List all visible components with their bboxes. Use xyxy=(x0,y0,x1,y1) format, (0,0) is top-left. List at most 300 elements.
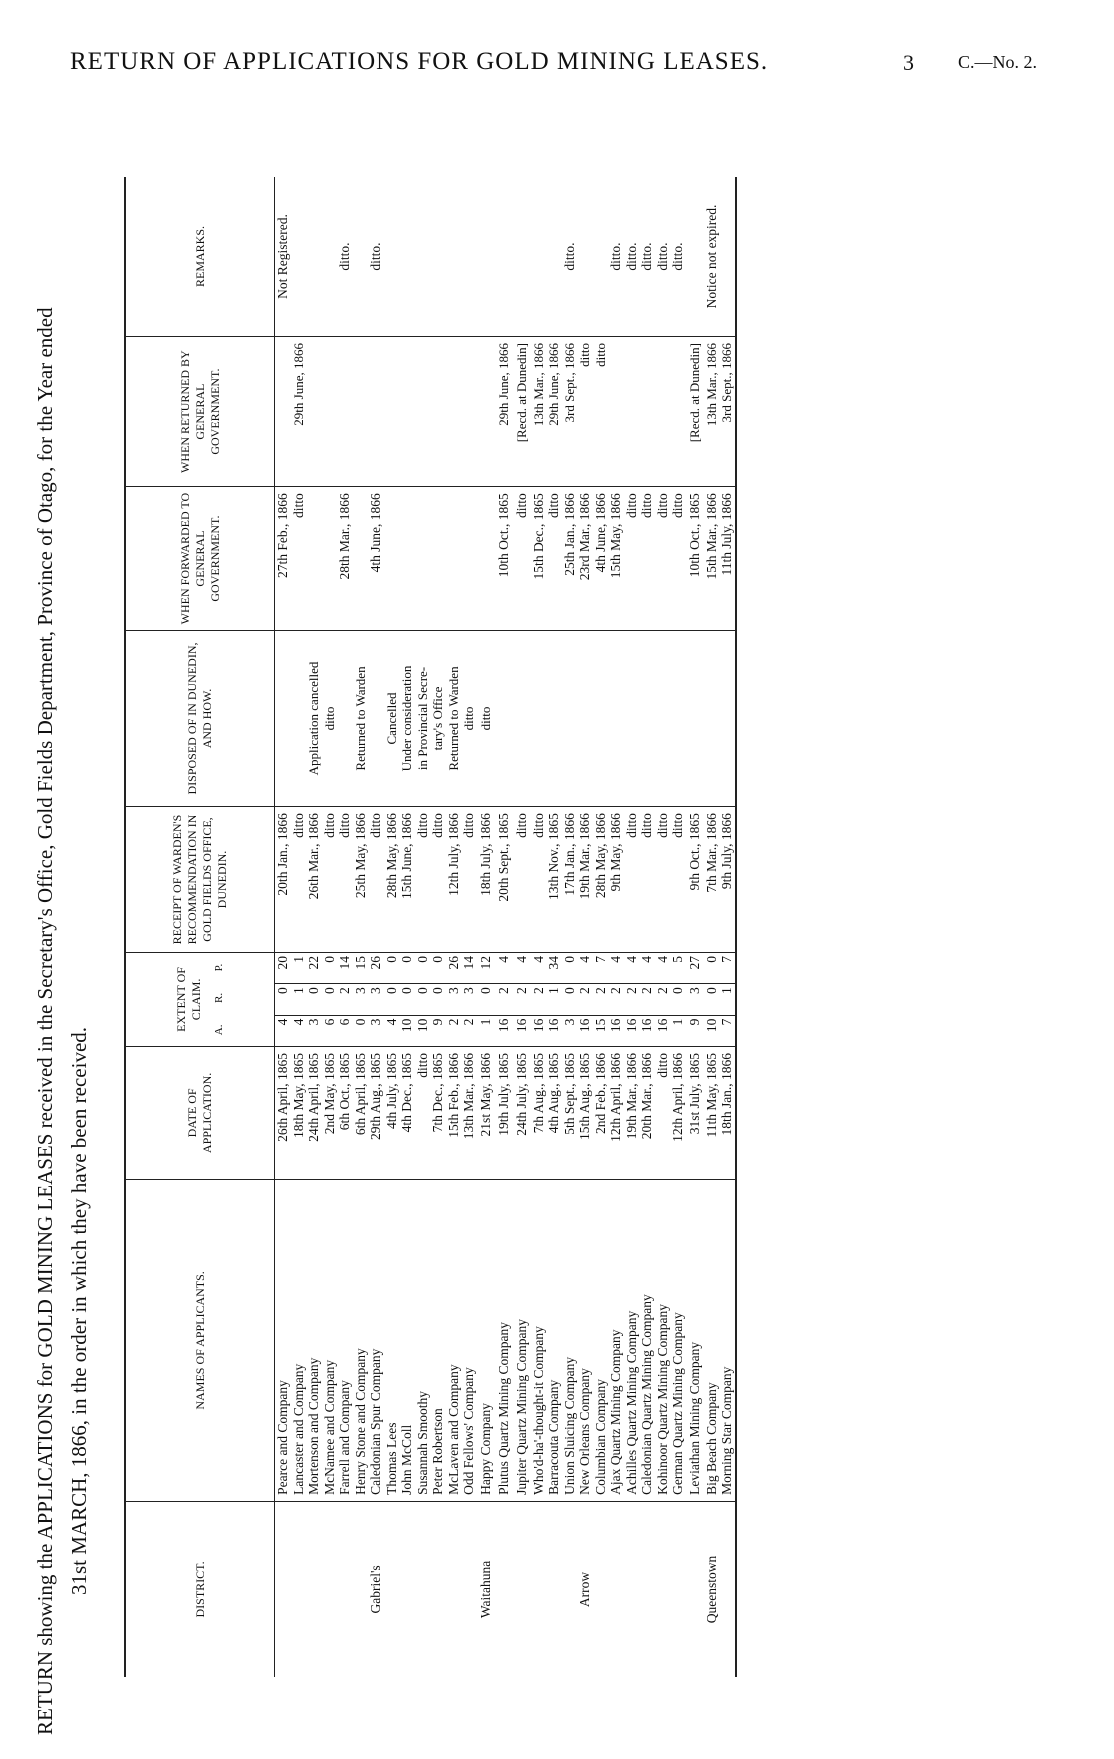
application-date-cell: 24th July, 1865 xyxy=(513,1046,531,1179)
remarks-cell: ditto. xyxy=(608,177,624,337)
roods-cell: 1 xyxy=(291,984,307,1015)
district-cell xyxy=(546,1501,562,1677)
receipt-date-cell: ditto xyxy=(670,807,686,953)
disposed-cell xyxy=(291,630,307,806)
disposed-cell xyxy=(639,630,655,806)
forwarded-date-cell: 10th Oct., 1865 xyxy=(495,487,513,631)
returned-date-cell xyxy=(446,337,462,487)
col-disposed: DISPOSED OF IN DUNEDIN, AND HOW. xyxy=(125,630,275,806)
receipt-date-cell: ditto xyxy=(415,807,431,953)
receipt-date-cell: 18th July, 1866 xyxy=(477,807,495,953)
remarks-cell xyxy=(322,177,338,337)
remarks-cell xyxy=(719,177,736,337)
disposed-cell xyxy=(704,630,720,806)
district-cell xyxy=(531,1501,547,1677)
perches-cell: 14 xyxy=(461,952,477,983)
perches-cell: 20 xyxy=(275,952,291,983)
disposed-cell xyxy=(624,630,640,806)
acres-cell: 7 xyxy=(719,1015,736,1046)
remarks-cell: ditto. xyxy=(639,177,655,337)
receipt-date-cell: ditto xyxy=(322,807,338,953)
roods-cell: 3 xyxy=(353,984,369,1015)
perches-cell: 12 xyxy=(477,952,495,983)
acres-cell: 3 xyxy=(306,1015,322,1046)
remarks-cell xyxy=(686,177,704,337)
applicant-name-cell: McNamee and Company xyxy=(322,1179,338,1501)
applicant-name-cell: Mortenson and Company xyxy=(306,1179,322,1501)
district-cell xyxy=(655,1501,671,1677)
returned-date-cell xyxy=(368,337,384,487)
applicant-name-cell: Pearce and Company xyxy=(275,1179,291,1501)
returned-date-cell xyxy=(624,337,640,487)
disposed-cell xyxy=(593,630,609,806)
col-forwarded: WHEN FORWARDED TO GENERAL GOVERNMENT. xyxy=(125,487,275,631)
table-row xyxy=(446,177,462,1677)
district-cell xyxy=(337,1501,353,1677)
receipt-date-cell: 15th June, 1866 xyxy=(399,807,415,953)
applicant-name-cell: Thomas Lees xyxy=(384,1179,400,1501)
district-cell xyxy=(624,1501,640,1677)
returned-date-cell xyxy=(306,337,322,487)
acres-cell: 10 xyxy=(415,1015,431,1046)
district-cell xyxy=(446,1501,462,1677)
perches-cell: 0 xyxy=(399,952,415,983)
district-cell xyxy=(686,1501,704,1677)
perches-cell: 4 xyxy=(495,952,513,983)
application-date-cell: 4th Dec., 1865 xyxy=(399,1046,415,1179)
receipt-date-cell: 20th Jan., 1866 xyxy=(275,807,291,953)
receipt-date-cell: ditto xyxy=(655,807,671,953)
col-extent-units xyxy=(212,953,227,1046)
rotated-return-table xyxy=(28,95,1078,1735)
applicant-name-cell: Plutus Quartz Mining Company xyxy=(495,1179,513,1501)
acres-cell: 2 xyxy=(461,1015,477,1046)
roods-cell: 0 xyxy=(322,984,338,1015)
district-cell xyxy=(384,1501,400,1677)
remarks-cell xyxy=(306,177,322,337)
forwarded-date-cell: ditto xyxy=(546,487,562,631)
table-row xyxy=(291,177,307,1677)
forwarded-date-cell xyxy=(430,487,446,631)
acres-cell: 16 xyxy=(513,1015,531,1046)
applicant-name-cell: John McColl xyxy=(399,1179,415,1501)
forwarded-date-cell: 4th June, 1866 xyxy=(593,487,609,631)
table-body xyxy=(275,177,736,1677)
roods-cell: 2 xyxy=(337,984,353,1015)
application-date-cell: 29th Aug., 1865 xyxy=(368,1046,384,1179)
table-row xyxy=(655,177,671,1677)
receipt-date-cell: ditto xyxy=(639,807,655,953)
remarks-cell: ditto. xyxy=(337,177,353,337)
applicant-name-cell: Jupiter Quartz Mining Company xyxy=(513,1179,531,1501)
returned-date-cell xyxy=(384,337,400,487)
acres-cell: 16 xyxy=(495,1015,513,1046)
district-cell xyxy=(562,1501,578,1677)
application-date-cell: 4th July, 1865 xyxy=(384,1046,400,1179)
district-cell: Arrow xyxy=(577,1571,593,1608)
table-row xyxy=(624,177,640,1677)
perches-cell: 14 xyxy=(337,952,353,983)
table-row xyxy=(546,177,562,1677)
remarks-cell xyxy=(513,177,531,337)
forwarded-date-cell: ditto xyxy=(670,487,686,631)
application-date-cell: 6th Oct., 1865 xyxy=(337,1046,353,1179)
disposed-cell xyxy=(275,630,291,806)
disposed-cell: ditto xyxy=(461,630,477,806)
application-date-cell: 4th Aug., 1865 xyxy=(546,1046,562,1179)
disposed-cell xyxy=(495,630,513,806)
disposed-cell xyxy=(577,630,593,806)
col-receipt: RECEIPT OF WARDEN'S RECOMMENDATION IN GOLD FIELDS OFFICE, DUNEDIN. xyxy=(125,807,275,953)
acres-cell: 16 xyxy=(624,1015,640,1046)
remarks-cell xyxy=(546,177,562,337)
col-names: NAMES OF APPLICANTS. xyxy=(125,1179,275,1501)
perches-cell: 7 xyxy=(593,952,609,983)
district-cell xyxy=(415,1501,431,1677)
returned-date-cell xyxy=(670,337,686,487)
disposed-cell xyxy=(562,630,578,806)
application-date-cell: ditto xyxy=(415,1046,431,1179)
remarks-cell: ditto. xyxy=(655,177,671,337)
applicant-name-cell: Who'd-ha'-thought-it Company xyxy=(531,1179,547,1501)
perches-cell: 4 xyxy=(531,952,547,983)
returned-date-cell xyxy=(639,337,655,487)
application-date-cell: 12th April, 1866 xyxy=(670,1046,686,1179)
remarks-cell xyxy=(577,177,593,337)
perches-cell: 27 xyxy=(686,952,704,983)
table-row xyxy=(670,177,686,1677)
disposed-cell xyxy=(655,630,671,806)
returned-date-cell: 29th June, 1866 xyxy=(546,337,562,487)
application-date-cell: ditto xyxy=(655,1046,671,1179)
application-date-cell: 2nd Feb., 1866 xyxy=(593,1046,609,1179)
forwarded-date-cell: 15th Dec., 1865 xyxy=(531,487,547,631)
returned-date-cell xyxy=(399,337,415,487)
receipt-date-cell: ditto xyxy=(513,807,531,953)
returned-date-cell xyxy=(275,337,291,487)
applicant-name-cell: Ajax Quartz Mining Company xyxy=(608,1179,624,1501)
acres-cell: 4 xyxy=(384,1015,400,1046)
acres-cell: 16 xyxy=(531,1015,547,1046)
disposed-cell: Application cancelled xyxy=(306,630,322,806)
remarks-cell: ditto. xyxy=(670,177,686,337)
remarks-cell xyxy=(399,177,415,337)
col-remarks: REMARKS. xyxy=(125,177,275,337)
perches-cell: 4 xyxy=(639,952,655,983)
col-extent-label: EXTENT OF CLAIM. xyxy=(173,967,203,1032)
forwarded-date-cell xyxy=(322,487,338,631)
perches-cell: 5 xyxy=(670,952,686,983)
application-date-cell: 19th July, 1865 xyxy=(495,1046,513,1179)
returned-date-cell xyxy=(415,337,431,487)
returned-date-cell xyxy=(608,337,624,487)
receipt-date-cell: 9th Oct., 1865 xyxy=(686,807,704,953)
returned-date-cell: 13th Mar., 1866 xyxy=(704,337,720,487)
table-row xyxy=(353,177,369,1677)
applicant-name-cell: Big Beach Company xyxy=(704,1179,720,1501)
remarks-cell xyxy=(495,177,513,337)
disposed-cell: ditto xyxy=(322,630,338,806)
roods-cell: 0 xyxy=(704,984,720,1015)
roods-cell: 3 xyxy=(686,984,704,1015)
receipt-date-cell: 9th July, 1866 xyxy=(719,807,736,953)
application-date-cell: 31st July, 1865 xyxy=(686,1046,704,1179)
perches-cell: 4 xyxy=(513,952,531,983)
roods-cell: 1 xyxy=(546,984,562,1015)
disposed-cell xyxy=(513,630,531,806)
acres-cell: 9 xyxy=(686,1015,704,1046)
district-cell xyxy=(461,1501,477,1677)
forwarded-date-cell xyxy=(399,487,415,631)
applicant-name-cell: Kohinoor Quartz Mining Company xyxy=(655,1179,671,1501)
disposed-cell xyxy=(670,630,686,806)
acres-cell: 6 xyxy=(337,1015,353,1046)
returned-date-cell xyxy=(655,337,671,487)
perches-cell: 4 xyxy=(577,952,593,983)
disposed-cell xyxy=(608,630,624,806)
roods-cell: 0 xyxy=(384,984,400,1015)
disposed-cell: tary's Office xyxy=(430,630,446,806)
receipt-date-cell: ditto xyxy=(337,807,353,953)
applicant-name-cell: German Quartz Mining Company xyxy=(670,1179,686,1501)
acres-cell: 3 xyxy=(368,1015,384,1046)
remarks-cell xyxy=(446,177,462,337)
acres-cell: 9 xyxy=(430,1015,446,1046)
remarks-cell xyxy=(461,177,477,337)
forwarded-date-cell xyxy=(353,487,369,631)
disposed-cell: Cancelled xyxy=(384,630,400,806)
forwarded-date-cell xyxy=(415,487,431,631)
disposed-cell: Under consideration xyxy=(399,630,415,806)
unit-acres: A. xyxy=(212,1024,225,1036)
perches-cell: 26 xyxy=(446,952,462,983)
forwarded-date-cell xyxy=(384,487,400,631)
applicant-name-cell: Achilles Quartz Mining Company xyxy=(624,1179,640,1501)
table-row xyxy=(719,177,736,1677)
forwarded-date-cell: 4th June, 1866 xyxy=(368,487,384,631)
application-date-cell: 19th Mar., 1866 xyxy=(624,1046,640,1179)
receipt-date-cell: ditto xyxy=(291,807,307,953)
table-row xyxy=(275,177,291,1677)
acres-cell: 1 xyxy=(670,1015,686,1046)
district-cell xyxy=(495,1501,513,1677)
applicant-name-cell: Henry Stone and Company xyxy=(353,1179,369,1501)
receipt-date-cell: ditto xyxy=(461,807,477,953)
district-cell: Gabriel's xyxy=(368,1565,384,1614)
acres-cell: 3 xyxy=(562,1015,578,1046)
table-row xyxy=(384,177,400,1677)
applicant-name-cell: New Orleans Company xyxy=(577,1179,593,1501)
application-date-cell: 26th April, 1865 xyxy=(275,1046,291,1179)
perches-cell: 4 xyxy=(624,952,640,983)
table-row xyxy=(477,177,495,1677)
receipt-date-cell: 17th Jan., 1866 xyxy=(562,807,578,953)
acres-cell: 4 xyxy=(291,1015,307,1046)
roods-cell: 2 xyxy=(593,984,609,1015)
application-date-cell: 15th Aug., 1865 xyxy=(577,1046,593,1179)
perches-cell: 0 xyxy=(415,952,431,983)
forwarded-date-cell: ditto xyxy=(624,487,640,631)
roods-cell: 0 xyxy=(477,984,495,1015)
acres-cell: 2 xyxy=(446,1015,462,1046)
table-header-row xyxy=(125,177,275,1677)
table-row xyxy=(322,177,338,1677)
district-cell: Waitahuna xyxy=(478,1560,493,1619)
table-row xyxy=(513,177,531,1677)
forwarded-date-cell: ditto xyxy=(655,487,671,631)
disposed-cell: Returned to Warden xyxy=(353,630,369,806)
application-date-cell: 12th April, 1866 xyxy=(608,1046,624,1179)
receipt-date-cell: 13th Nov., 1865 xyxy=(546,807,562,953)
acres-cell: 16 xyxy=(608,1015,624,1046)
forwarded-date-cell: 10th Oct., 1865 xyxy=(686,487,704,631)
forwarded-date-cell: 23rd Mar., 1866 xyxy=(577,487,593,631)
returned-date-cell: ditto xyxy=(593,337,609,487)
table-row xyxy=(531,177,547,1677)
table-row xyxy=(415,177,431,1677)
col-district: DISTRICT. xyxy=(125,1501,275,1677)
applicant-name-cell: Leviathan Mining Company xyxy=(686,1179,704,1501)
remarks-cell: Notice not expired. xyxy=(704,177,720,337)
forwarded-date-cell: 25th Jan., 1866 xyxy=(562,487,578,631)
applicant-name-cell: Caledonian Spur Company xyxy=(368,1179,384,1501)
roods-cell: 2 xyxy=(624,984,640,1015)
roods-cell: 2 xyxy=(513,984,531,1015)
application-date-cell: 18th Jan., 1866 xyxy=(719,1046,736,1179)
receipt-date-cell: 7th Mar., 1866 xyxy=(704,807,720,953)
roods-cell: 2 xyxy=(608,984,624,1015)
district-cell xyxy=(399,1501,415,1677)
roods-cell: 3 xyxy=(446,984,462,1015)
perches-cell: 0 xyxy=(562,952,578,983)
document-reference: C.—No. 2. xyxy=(958,52,1038,72)
page-header xyxy=(0,48,1114,82)
returned-date-cell xyxy=(353,337,369,487)
roods-cell: 3 xyxy=(461,984,477,1015)
returned-date-cell: 29th June, 1866 xyxy=(495,337,513,487)
caption-line-1: RETURN showing the APPLICATIONS for GOLD MINING LEASES received in the Secretary's Office, Gold Fields Department, Province of Otago, for the Year ended xyxy=(33,307,57,1735)
forwarded-date-cell: ditto xyxy=(291,487,307,631)
application-date-cell: 15th Feb., 1866 xyxy=(446,1046,462,1179)
table-row xyxy=(686,177,704,1677)
district-cell xyxy=(306,1501,322,1677)
roods-cell: 2 xyxy=(495,984,513,1015)
perches-cell: 7 xyxy=(719,952,736,983)
applicant-name-cell: Lancaster and Company xyxy=(291,1179,307,1501)
applicant-name-cell: Susannah Smoothy xyxy=(415,1179,431,1501)
returned-date-cell xyxy=(322,337,338,487)
roods-cell: 0 xyxy=(430,984,446,1015)
roods-cell: 0 xyxy=(562,984,578,1015)
remarks-cell xyxy=(291,177,307,337)
district-cell xyxy=(322,1501,338,1677)
roods-cell: 0 xyxy=(670,984,686,1015)
receipt-date-cell: 26th Mar., 1866 xyxy=(306,807,322,953)
district-cell xyxy=(670,1501,686,1677)
forwarded-date-cell xyxy=(306,487,322,631)
perches-cell: 4 xyxy=(608,952,624,983)
applicant-name-cell: Morning Star Company xyxy=(719,1179,736,1501)
returned-date-cell xyxy=(477,337,495,487)
remarks-cell: Not Registered. xyxy=(275,177,291,337)
returned-date-cell xyxy=(461,337,477,487)
receipt-date-cell: 28th May, 1866 xyxy=(593,807,609,953)
application-date-cell: 24th April, 1865 xyxy=(306,1046,322,1179)
page-title: RETURN OF APPLICATIONS FOR GOLD MINING LEASES. xyxy=(70,48,769,75)
forwarded-date-cell: 15th May, 1866 xyxy=(608,487,624,631)
roods-cell: 2 xyxy=(639,984,655,1015)
application-date-cell: 5th Sept., 1865 xyxy=(562,1046,578,1179)
forwarded-date-cell: 15th Mar., 1866 xyxy=(704,487,720,631)
acres-cell: 16 xyxy=(546,1015,562,1046)
receipt-date-cell: 25th May, 1866 xyxy=(353,807,369,953)
perches-cell: 4 xyxy=(655,952,671,983)
table-row xyxy=(577,177,593,1677)
unit-roods: R. xyxy=(212,992,225,1003)
applicant-name-cell: Odd Fellows' Company xyxy=(461,1179,477,1501)
returned-date-cell xyxy=(337,337,353,487)
application-date-cell: 6th April, 1865 xyxy=(353,1046,369,1179)
perches-cell: 0 xyxy=(430,952,446,983)
application-date-cell: 18th May, 1865 xyxy=(291,1046,307,1179)
applications-table xyxy=(124,177,737,1677)
district-cell xyxy=(608,1501,624,1677)
table-row xyxy=(337,177,353,1677)
forwarded-date-cell: 11th July, 1866 xyxy=(719,487,736,631)
receipt-date-cell: 9th May, 1866 xyxy=(608,807,624,953)
roods-cell: 2 xyxy=(577,984,593,1015)
roods-cell: 2 xyxy=(531,984,547,1015)
returned-date-cell: ditto xyxy=(577,337,593,487)
table-row xyxy=(399,177,415,1677)
returned-date-cell: 13th Mar., 1866 xyxy=(531,337,547,487)
acres-cell: 16 xyxy=(655,1015,671,1046)
table-row xyxy=(461,177,477,1677)
perches-cell: 0 xyxy=(322,952,338,983)
table-row xyxy=(306,177,322,1677)
forwarded-date-cell xyxy=(446,487,462,631)
district-cell xyxy=(593,1501,609,1677)
page-number: 3 xyxy=(903,50,914,75)
application-date-cell: 2nd May, 1865 xyxy=(322,1046,338,1179)
forwarded-date-cell xyxy=(477,487,495,631)
applicant-name-cell: Happy Company xyxy=(477,1179,495,1501)
acres-cell: 10 xyxy=(399,1015,415,1046)
acres-cell: 16 xyxy=(639,1015,655,1046)
district-cell xyxy=(291,1501,307,1677)
remarks-cell xyxy=(415,177,431,337)
remarks-cell: ditto. xyxy=(368,177,384,337)
disposed-cell: ditto xyxy=(477,630,495,806)
district-cell xyxy=(430,1501,446,1677)
acres-cell: 1 xyxy=(477,1015,495,1046)
roods-cell: 1 xyxy=(719,984,736,1015)
district-cell: Queenstown xyxy=(703,1555,719,1624)
remarks-cell: ditto. xyxy=(562,177,578,337)
col-date: DATE OF APPLICATION. xyxy=(125,1046,275,1179)
table-row xyxy=(368,177,384,1677)
application-date-cell: 21st May, 1866 xyxy=(477,1046,495,1179)
applicant-name-cell: Union Sluicing Company xyxy=(562,1179,578,1501)
col-extent xyxy=(125,952,275,1046)
returned-date-cell xyxy=(430,337,446,487)
perches-cell: 22 xyxy=(306,952,322,983)
acres-cell: 4 xyxy=(275,1015,291,1046)
disposed-cell xyxy=(531,630,547,806)
remarks-cell xyxy=(593,177,609,337)
disposed-cell xyxy=(368,630,384,806)
receipt-date-cell: 12th July, 1866 xyxy=(446,807,462,953)
